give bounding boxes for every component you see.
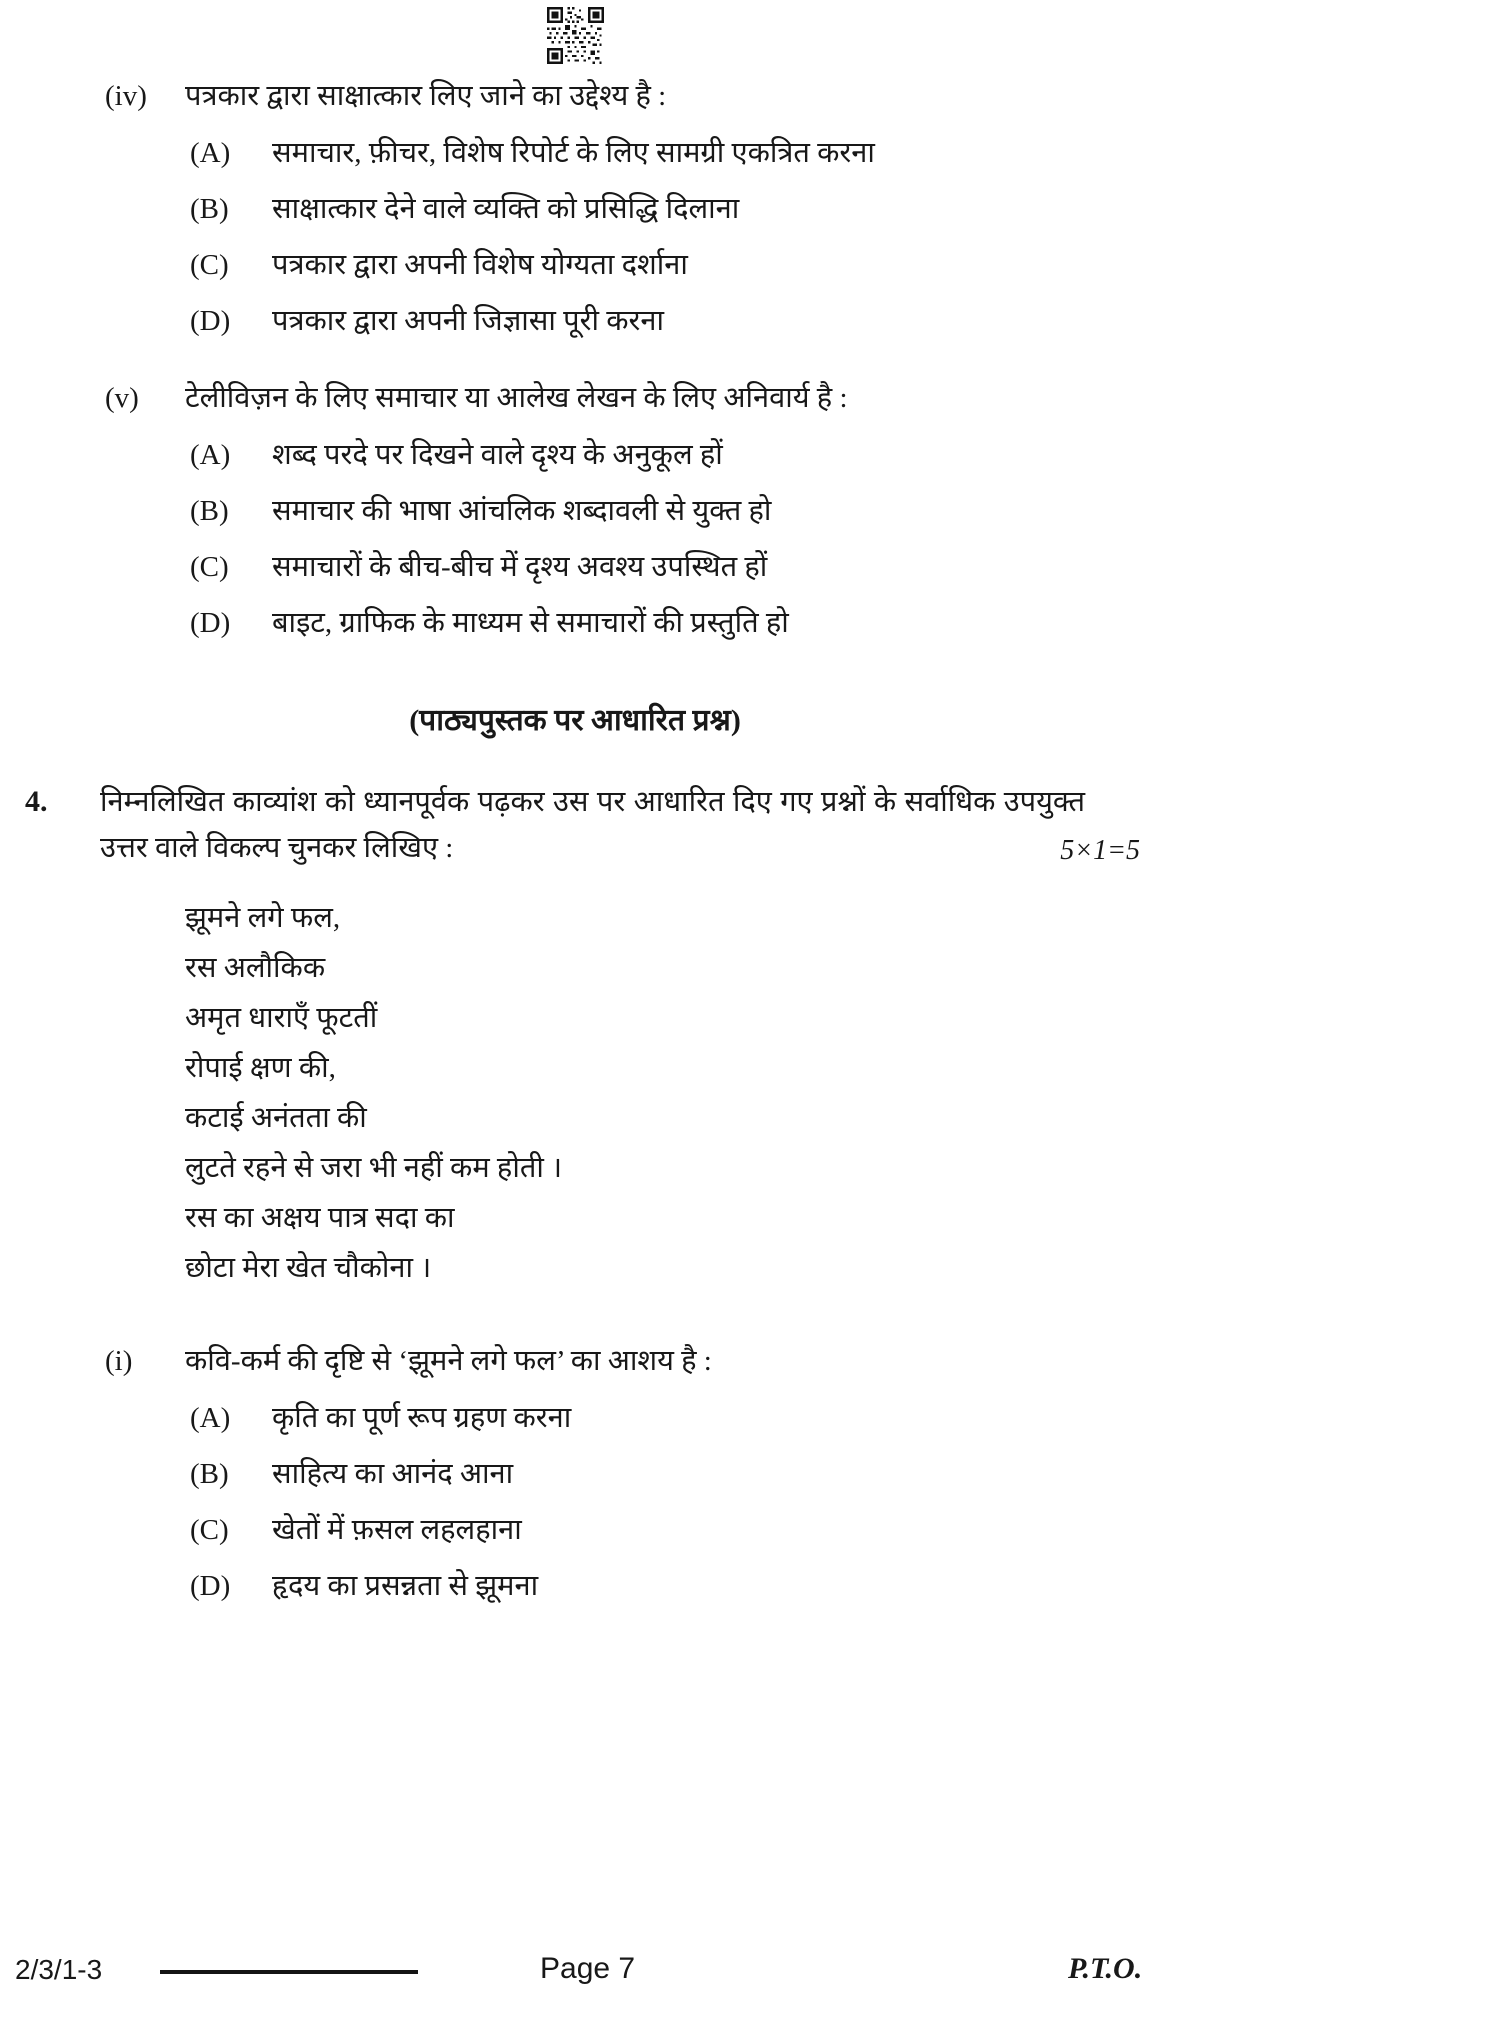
option-text: खेतों में फ़सल लहलहाना bbox=[272, 1514, 522, 1546]
option-label: (A) bbox=[190, 439, 231, 471]
paper-code: 2/3/1-3 bbox=[15, 1954, 103, 1985]
question-instruction: निम्नलिखित काव्यांश को ध्यानपूर्वक पढ़कर उस पर आधारित दिए गए प्रश्नों के सर्वाधिक उपयुक्त उत्तर वाले विकल्प चुनकर लिखिए : bbox=[100, 786, 1085, 864]
question-text: पत्रकार द्वारा साक्षात्कार लिए जाने का उद्देश्य है : bbox=[185, 80, 667, 112]
option-text: समाचारों के बीच-बीच में दृश्य अवश्य उपस्थित हों bbox=[272, 551, 768, 583]
option-text: बाइट, ग्राफिक के माध्यम से समाचारों की प्रस्तुति हो bbox=[272, 607, 789, 639]
poem-excerpt bbox=[185, 893, 1150, 1293]
pto-label: P.T.O. bbox=[1068, 1952, 1143, 1985]
option-row bbox=[190, 1399, 1150, 1437]
option-row bbox=[190, 1511, 1150, 1549]
question-number: (v) bbox=[105, 382, 139, 414]
poem-line: छोटा मेरा खेत चौकोना । bbox=[185, 1252, 432, 1284]
question-number: 4. bbox=[25, 785, 48, 818]
option-label: (B) bbox=[190, 495, 229, 527]
section-heading: (पाठ्यपुस्तक पर आधारित प्रश्न) bbox=[409, 704, 741, 737]
qr-code bbox=[0, 0, 1150, 62]
question-number: (iv) bbox=[105, 80, 147, 112]
option-text: शब्द परदे पर दिखने वाले दृश्य के अनुकूल हों bbox=[272, 439, 723, 471]
poem-line: रस का अक्षय पात्र सदा का bbox=[185, 1202, 455, 1234]
option-text: कृति का पूर्ण रूप ग्रहण करना bbox=[272, 1402, 572, 1434]
option-row bbox=[190, 246, 1150, 284]
option-label: (C) bbox=[190, 551, 229, 583]
page-number: Page 7 bbox=[540, 1952, 636, 1985]
option-row bbox=[190, 1455, 1150, 1493]
question-v bbox=[0, 378, 1150, 642]
question-4 bbox=[0, 779, 1150, 871]
question-text: टेलीविज़न के लिए समाचार या आलेख लेखन के लिए अनिवार्य है : bbox=[185, 382, 848, 414]
poem-line: झूमने लगे फल, bbox=[185, 902, 341, 934]
question-number: (i) bbox=[105, 1345, 133, 1377]
option-label: (D) bbox=[190, 607, 231, 639]
option-label: (A) bbox=[190, 137, 231, 169]
option-row bbox=[190, 548, 1150, 586]
option-row bbox=[190, 134, 1150, 172]
option-label: (C) bbox=[190, 1514, 229, 1546]
option-label: (A) bbox=[190, 1402, 231, 1434]
option-text: समाचार की भाषा आंचलिक शब्दावली से युक्त हो bbox=[272, 495, 772, 527]
subquestion-i bbox=[0, 1341, 1150, 1605]
option-row bbox=[190, 604, 1150, 642]
option-text: साहित्य का आनंद आना bbox=[272, 1458, 514, 1490]
qr-code-icon bbox=[547, 7, 604, 64]
poem-line: लुटते रहने से जरा भी नहीं कम होती । bbox=[185, 1152, 563, 1184]
marks-value: 5×1=5 bbox=[1060, 835, 1140, 866]
option-label: (D) bbox=[190, 1570, 231, 1602]
option-row bbox=[190, 302, 1150, 340]
option-text: पत्रकार द्वारा अपनी जिज्ञासा पूरी करना bbox=[272, 305, 664, 337]
poem-line: कटाई अनंतता की bbox=[185, 1102, 367, 1134]
footer-divider-line bbox=[160, 1970, 418, 1974]
option-text: पत्रकार द्वारा अपनी विशेष योग्यता दर्शाना bbox=[272, 249, 688, 281]
poem-line: रोपाई क्षण की, bbox=[185, 1052, 336, 1084]
option-label: (B) bbox=[190, 193, 229, 225]
option-text: समाचार, फ़ीचर, विशेष रिपोर्ट के लिए सामग्री एकत्रित करना bbox=[272, 137, 875, 169]
option-label: (D) bbox=[190, 305, 231, 337]
option-row bbox=[190, 436, 1150, 474]
option-row bbox=[190, 492, 1150, 530]
option-text: हृदय का प्रसन्नता से झूमना bbox=[272, 1570, 539, 1602]
question-text: कवि-कर्म की दृष्टि से ‘झूमने लगे फल’ का आशय है : bbox=[185, 1345, 712, 1377]
option-label: (B) bbox=[190, 1458, 229, 1490]
page-footer bbox=[0, 1948, 1505, 2008]
option-label: (C) bbox=[190, 249, 229, 281]
option-row bbox=[190, 1567, 1150, 1605]
question-iv bbox=[0, 76, 1150, 340]
poem-line: अमृत धाराएँ फूटतीं bbox=[185, 1002, 378, 1034]
option-row bbox=[190, 190, 1150, 228]
option-text: साक्षात्कार देने वाले व्यक्ति को प्रसिद्धि दिलाना bbox=[272, 193, 740, 225]
poem-line: रस अलौकिक bbox=[185, 952, 326, 984]
